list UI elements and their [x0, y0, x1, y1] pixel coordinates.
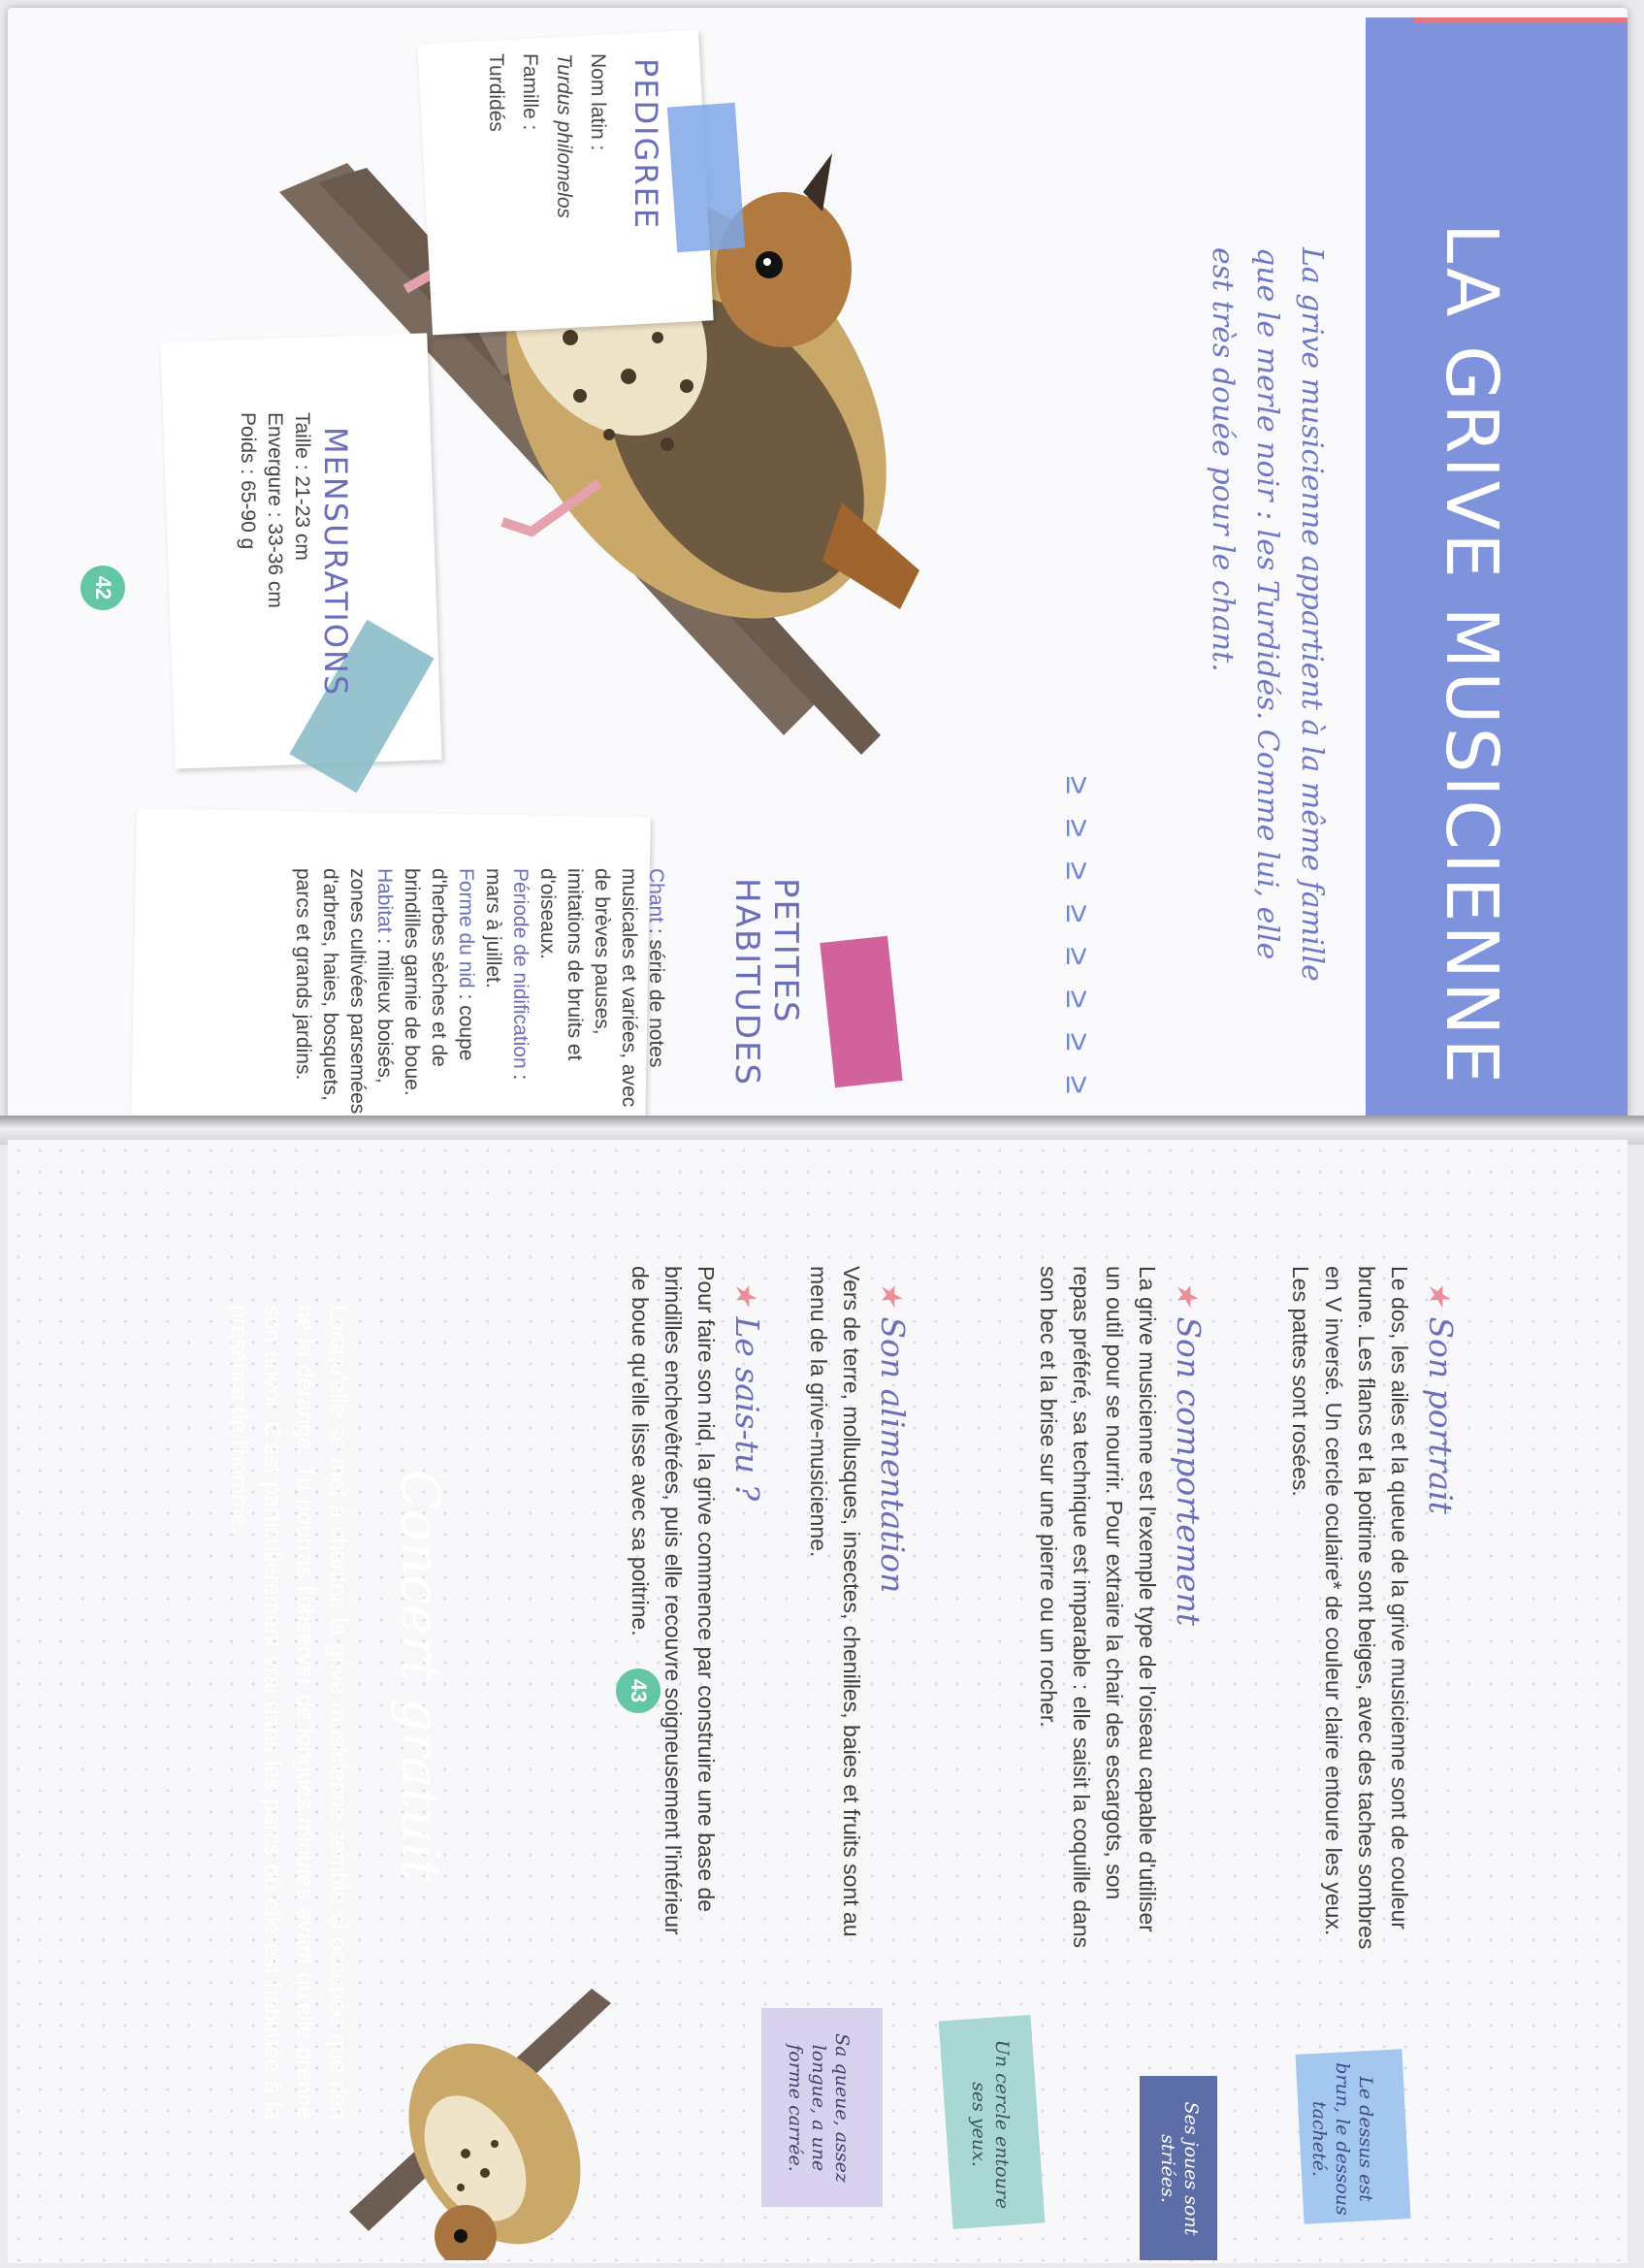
habitudes-title: PETITES HABITUDES [727, 878, 805, 1087]
concert-text: Lorsqu'elle se met à chanter, la grive musicienne semble si occupée que rien ne la dérange. Tu pourras l'observer de longues minutes avant qu'elle prenne son envol. C'est particulièrement vrai dans les parcs où elle est habituée à la présence de l'homme. [226, 1305, 351, 2120]
nidification-label: Période de nidification [509, 868, 532, 1069]
star-icon: ★ [1422, 1280, 1456, 1307]
note-queue: Sa queue, assez longue, a une forme carrée. [785, 2033, 853, 2183]
nid-text: : coupe d'herbes sèches et de brindilles garnie de boue. [401, 868, 477, 1096]
habitudes-text [289, 868, 669, 1116]
star-icon: ★ [1170, 1280, 1204, 1307]
chant-label: Chant [645, 868, 667, 923]
habitat-text: : milieux boisés, zones cultivées parsemées d'arbres, haies, bosquets, parcs et grands jardins. [292, 868, 396, 1115]
sais-tu-text: Pour faire son nid, la grive commence par construire une base de brindilles enchevêtrées, puis elle recouvre soigneusement l'intérieur de boue qu'elle lisse avec sa poitrine. [628, 1266, 719, 1935]
habitat-label: Habitat [373, 868, 396, 933]
intro-text: La grive musicienne appartient à la même famille que le merle noir : les Turdidés. Comme lui, elle est très douée pour le chant. [1206, 247, 1329, 982]
family-label: Famille : [519, 53, 541, 131]
latin-value: Turdus philomelos [553, 53, 575, 219]
sais-tu-title-text: Le sais-tu ? [728, 1316, 766, 1502]
blue-washi-tape [667, 103, 745, 253]
note-cercle: Un cercle entoure ses yeux. [968, 2039, 1013, 2210]
mensurations-title: MENSURATIONS [317, 427, 354, 697]
portrait-title [1422, 1280, 1460, 1766]
envergure: Envergure : 33-36 cm [264, 412, 286, 608]
pedigree-title: PEDIGREE [628, 58, 664, 231]
page-number: 43 [627, 1678, 651, 1703]
note-dessus: Le dessus est brun, le dessous tacheté. [1308, 2062, 1376, 2216]
chant-text: : série de notes musicales et variées, avec de brèves pauses, imitations de bruits et d'oiseaux. [536, 868, 667, 1108]
concert-title: Concert gratuit [390, 1470, 451, 1881]
alimentation-text: Vers de terre, mollusques, insectes, chenilles, baies et fruits sont au menu de la grive-musicienne. [806, 1266, 864, 1937]
footprints-decoration: ≥ ≥ ≥ ≥ ≥ ≥ ≥ ≥ [1059, 776, 1096, 1102]
latin-label: Nom latin : [587, 53, 609, 151]
comportement-title-text: Son comportement [1170, 1316, 1208, 1627]
note-joues: Ses joues sont striées. [1157, 2101, 1202, 2236]
title-band-stripe [1414, 17, 1628, 23]
star-icon: ★ [874, 1280, 908, 1307]
family-value: Turdidés [485, 53, 507, 132]
star-icon: ★ [728, 1280, 762, 1307]
pink-washi-tape [820, 936, 902, 1087]
portrait-text: Le dos, les ailes et la queue de la grive musicienne sont de couleur brune. Les flancs et la poitrine sont beiges, avec des taches sombres en V inversé. Un cercle oculaire* de couleur claire entoure les yeux. Les pattes sont rosées. [1288, 1266, 1412, 1950]
page-number: 42 [91, 575, 115, 600]
sais-tu-title [728, 1280, 766, 1766]
comportement-text: La grive musicienne est l'exemple type de l'oiseau capable d'utiliser un outil pour se nourrir. Pour extraire la chair des escargots, son repas préféré, sa technique est imparable : elle saisit la coquille dans son bec et la brise sur une pierre ou un rocher. [1036, 1266, 1160, 1949]
mensurations-list [234, 412, 315, 703]
nidification-text: : mars à juillet. [482, 868, 532, 1081]
comportement-title [1170, 1280, 1208, 1766]
page-title: LA GRIVE MUSICIENNE [1430, 223, 1513, 1087]
alimentation-title-text: Son alimentation [874, 1316, 912, 1594]
small-thrush-illustration [349, 1979, 640, 2260]
nid-label: Forme du nid [455, 868, 477, 988]
poids: Poids : 65-90 g [237, 412, 259, 550]
taille: Taille : 21-23 cm [291, 412, 313, 561]
page-number-badge [81, 566, 125, 610]
portrait-title-text: Son portrait [1422, 1316, 1460, 1514]
alimentation-title [874, 1280, 912, 1766]
